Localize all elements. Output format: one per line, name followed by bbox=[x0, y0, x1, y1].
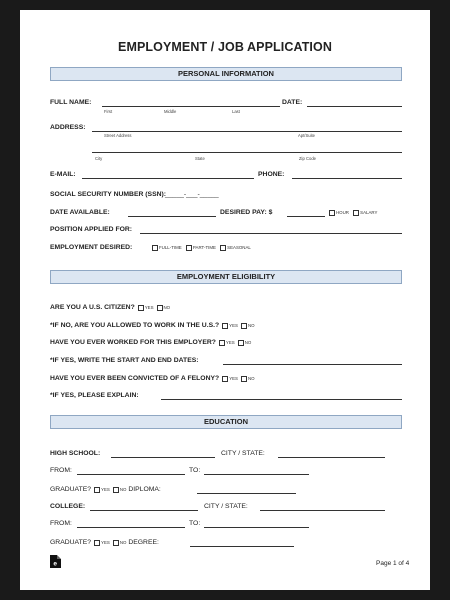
college-to-field[interactable] bbox=[204, 527, 309, 528]
desired-pay-field[interactable] bbox=[287, 216, 325, 217]
dates-label: *IF YES, WRITE THE START AND END DATES: bbox=[50, 357, 199, 364]
college-degree-label: DEGREE: bbox=[128, 539, 159, 546]
address-label: ADDRESS: bbox=[50, 124, 86, 131]
ssn-label: SOCIAL SECURITY NUMBER (SSN): bbox=[50, 191, 167, 198]
seasonal-checkbox[interactable] bbox=[220, 245, 226, 251]
full-time-label: FULL-TIME bbox=[159, 245, 182, 251]
street-sublabel: Street Address bbox=[104, 133, 132, 138]
citizen-no-checkbox[interactable] bbox=[157, 305, 163, 311]
full-name-label: FULL NAME: bbox=[50, 99, 92, 106]
application-page bbox=[20, 10, 430, 590]
no-label: NO bbox=[119, 487, 127, 492]
hs-diploma-field[interactable] bbox=[197, 493, 296, 494]
college-graduate-label: GRADUATE? bbox=[50, 539, 92, 546]
employment-desired-label: EMPLOYMENT DESIRED: bbox=[50, 244, 133, 251]
allowed-question bbox=[50, 322, 255, 330]
city-sublabel: City bbox=[95, 156, 103, 161]
zip-sublabel: Zip Code bbox=[299, 156, 316, 161]
college-city-state-label: CITY / STATE: bbox=[204, 503, 248, 510]
seasonal-label: SEASONAL bbox=[227, 245, 251, 251]
section-header-personal: PERSONAL INFORMATION bbox=[50, 67, 402, 81]
worked-question-text: HAVE YOU EVER WORKED FOR THIS EMPLOYER? bbox=[50, 339, 216, 346]
employment-type-options bbox=[149, 245, 251, 251]
allowed-yes-checkbox[interactable] bbox=[222, 323, 228, 329]
phone-field[interactable] bbox=[292, 178, 402, 179]
no-label: NO bbox=[244, 340, 252, 345]
page-number: Page 1 of 4 bbox=[376, 560, 410, 567]
no-label: NO bbox=[163, 305, 171, 310]
citizen-question-text: ARE YOU A U.S. CITIZEN? bbox=[50, 304, 135, 311]
phone-label: PHONE: bbox=[258, 171, 285, 178]
college-graduate-row bbox=[50, 539, 159, 547]
hs-graduate-label: GRADUATE? bbox=[50, 486, 92, 493]
college-to-label: TO: bbox=[189, 520, 201, 527]
state-sublabel: State bbox=[195, 156, 205, 161]
worked-question bbox=[50, 339, 251, 347]
section-header-eligibility: EMPLOYMENT ELIGIBILITY bbox=[50, 270, 402, 284]
document-logo-icon bbox=[50, 555, 61, 568]
college-city-state-field[interactable] bbox=[260, 510, 385, 511]
college-field[interactable] bbox=[90, 510, 198, 511]
part-time-label: PART-TIME bbox=[192, 245, 216, 251]
college-degree-field[interactable] bbox=[190, 546, 294, 547]
hs-graduate-yes-checkbox[interactable] bbox=[94, 487, 100, 493]
page-title: EMPLOYMENT / JOB APPLICATION bbox=[118, 40, 332, 54]
email-field[interactable] bbox=[82, 178, 254, 179]
hs-graduate-row bbox=[50, 486, 161, 494]
citizen-question bbox=[50, 304, 170, 312]
hs-from-field[interactable] bbox=[77, 474, 185, 475]
svg-text:e: e bbox=[53, 560, 58, 568]
explain-field[interactable] bbox=[161, 399, 402, 400]
date-available-field[interactable] bbox=[128, 216, 216, 217]
yes-label: YES bbox=[101, 540, 110, 545]
felony-no-checkbox[interactable] bbox=[241, 376, 247, 382]
date-available-label: DATE AVAILABLE: bbox=[50, 209, 110, 216]
hs-diploma-label: DIPLOMA: bbox=[128, 486, 161, 493]
no-label: NO bbox=[247, 376, 255, 381]
college-from-label: FROM: bbox=[50, 520, 72, 527]
position-field[interactable] bbox=[140, 233, 402, 234]
explain-label: *IF YES, PLEASE EXPLAIN: bbox=[50, 392, 139, 399]
salary-checkbox[interactable] bbox=[353, 210, 359, 216]
last-sublabel: Last bbox=[232, 109, 240, 114]
date-field[interactable] bbox=[307, 106, 402, 107]
allowed-no-checkbox[interactable] bbox=[241, 323, 247, 329]
felony-question bbox=[50, 375, 255, 383]
ssn-field[interactable]: _____-___-_____ bbox=[165, 191, 219, 198]
section-header-education: EDUCATION bbox=[50, 415, 402, 429]
college-from-field[interactable] bbox=[77, 527, 185, 528]
yes-label: YES bbox=[101, 487, 110, 492]
hs-to-label: TO: bbox=[189, 467, 201, 474]
allowed-question-text: *IF NO, ARE YOU ALLOWED TO WORK IN THE U.S.? bbox=[50, 322, 220, 329]
date-label: DATE: bbox=[282, 99, 303, 106]
college-graduate-yes-checkbox[interactable] bbox=[94, 540, 100, 546]
high-school-label: HIGH SCHOOL: bbox=[50, 450, 101, 457]
salary-option-label: SALARY bbox=[360, 210, 378, 216]
city-state-zip-field[interactable] bbox=[92, 152, 402, 153]
felony-yes-checkbox[interactable] bbox=[222, 376, 228, 382]
hour-option-label: HOUR bbox=[336, 210, 349, 216]
no-label: NO bbox=[247, 323, 255, 328]
position-label: POSITION APPLIED FOR: bbox=[50, 226, 133, 233]
hs-city-state-label: CITY / STATE: bbox=[221, 450, 265, 457]
yes-label: YES bbox=[225, 340, 235, 345]
hs-city-state-field[interactable] bbox=[278, 457, 385, 458]
college-graduate-no-checkbox[interactable] bbox=[113, 540, 119, 546]
full-time-checkbox[interactable] bbox=[152, 245, 158, 251]
street-address-field[interactable] bbox=[92, 131, 402, 132]
hs-graduate-no-checkbox[interactable] bbox=[113, 487, 119, 493]
pay-type-options bbox=[326, 210, 377, 216]
first-sublabel: First bbox=[104, 109, 113, 114]
email-label: E-MAIL: bbox=[50, 171, 76, 178]
worked-yes-checkbox[interactable] bbox=[219, 340, 225, 346]
apt-sublabel: Apt/Suite bbox=[298, 133, 315, 138]
part-time-checkbox[interactable] bbox=[186, 245, 192, 251]
college-label: COLLEGE: bbox=[50, 503, 86, 510]
yes-label: YES bbox=[229, 323, 238, 328]
hs-to-field[interactable] bbox=[204, 474, 309, 475]
middle-sublabel: Middle bbox=[164, 109, 177, 114]
high-school-field[interactable] bbox=[111, 457, 215, 458]
worked-no-checkbox[interactable] bbox=[238, 340, 244, 346]
dates-field[interactable] bbox=[223, 364, 402, 365]
hour-checkbox[interactable] bbox=[329, 210, 335, 216]
yes-label: YES bbox=[144, 305, 154, 310]
full-name-field[interactable] bbox=[102, 106, 280, 107]
desired-pay-label: DESIRED PAY: $ bbox=[220, 209, 273, 216]
yes-label: YES bbox=[229, 376, 238, 381]
citizen-yes-checkbox[interactable] bbox=[138, 305, 144, 311]
no-label: NO bbox=[119, 540, 127, 545]
hs-from-label: FROM: bbox=[50, 467, 72, 474]
felony-question-text: HAVE YOU EVER BEEN CONVICTED OF A FELONY? bbox=[50, 375, 220, 382]
